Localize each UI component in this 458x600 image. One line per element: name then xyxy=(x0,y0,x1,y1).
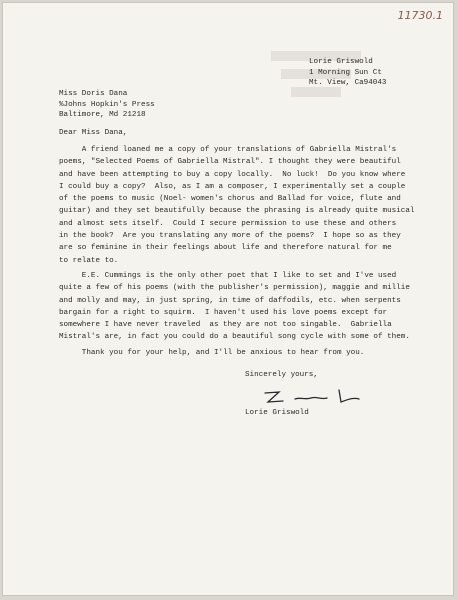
salutation: Dear Miss Dana, xyxy=(59,129,128,137)
text-line: A friend loaned me a copy of your translations of Gabriella Mistral's xyxy=(59,146,397,154)
closing: Sincerely yours, xyxy=(245,371,318,379)
text-line: somewhere I have never traveled as they are not too singable. Gabriella xyxy=(59,321,392,330)
text-line: guitar) and they set beautifully because the phrasing is already quite musical xyxy=(59,207,415,216)
text-line: bargain for a right to squirm. I haven't used his love poems except for xyxy=(59,308,388,317)
text-line: poems, "Selected Poems of Gabriella Mistral". I thought they were beautiful xyxy=(59,158,401,167)
text-line: quite a few of his poems (with the publisher's permission), maggie and millie xyxy=(59,284,410,293)
sender-name: Lorie Griswold xyxy=(309,58,373,66)
text-line: and molly and may, in just spring, in time of daffodils, etc. when serpents xyxy=(59,296,401,305)
sender-city: Mt. View, Ca94043 xyxy=(309,79,387,87)
text-line: I could buy a copy? Also, as I am a composer, I experimentally set a couple xyxy=(59,182,406,191)
sender-address xyxy=(309,57,386,89)
sender-street: 1 Morning Sun Ct xyxy=(309,68,382,77)
typed-signature-name: Lorie Griswold xyxy=(245,409,309,417)
paragraph xyxy=(59,270,439,344)
paragraph xyxy=(59,347,439,359)
text-line: are so feminine in their feelings about life and therefore natural for me xyxy=(59,244,392,253)
paragraph xyxy=(59,144,439,267)
text-line: in the book? Are you translating any more of the poems? I hope so as they xyxy=(59,232,401,241)
letter-page xyxy=(2,2,454,596)
recipient-care-of: %Johns Hopkin's Press xyxy=(59,100,155,109)
signature-drawing xyxy=(261,386,381,408)
text-line: Thank you for your help, and I'll be anxious to hear from you. xyxy=(59,348,365,357)
letter-body xyxy=(59,144,439,359)
recipient-city: Baltimore, Md 21218 xyxy=(59,111,146,119)
text-line: to relate to. xyxy=(59,256,119,265)
text-line: of the poems to music (Noel- women's chorus and Ballad for voice, flute and xyxy=(59,195,401,204)
text-line: E.E. Cummings is the only other poet that I like to set and I've used xyxy=(59,271,397,280)
archive-reference-number: 11730.1 xyxy=(397,9,443,22)
text-line: and almost sets itself. Could I secure permission to use these and others xyxy=(59,219,397,228)
recipient-name: Miss Doris Dana xyxy=(59,90,128,98)
recipient-address xyxy=(59,89,155,121)
text-line: and have been attempting to buy a copy locally. No luck! Do you know where xyxy=(59,170,406,179)
text-line: Mistral's are, in fact you could do a beautiful song cycle with some of them. xyxy=(59,333,410,342)
